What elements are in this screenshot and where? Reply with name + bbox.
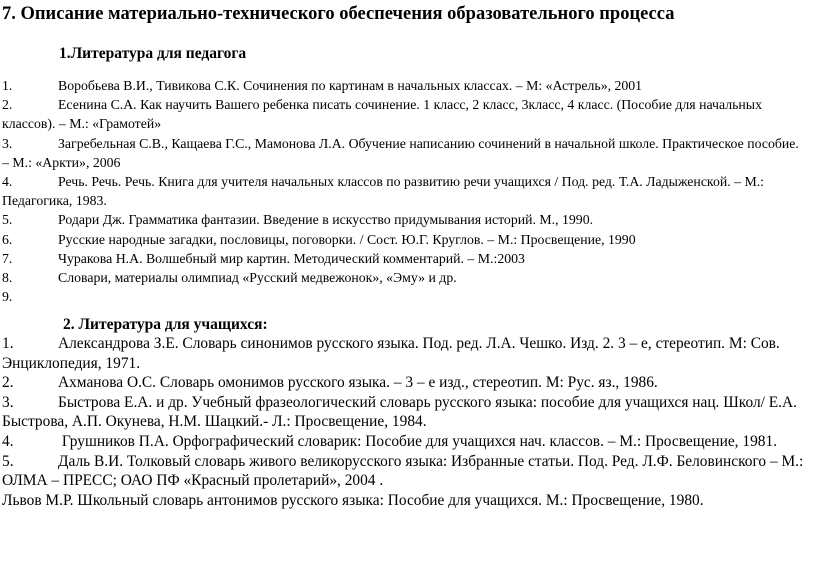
item-text: Грушников П.А. Орфографический словарик: Пособие для учащихся нач. классов. – М.: Просвещение, 1981. [58, 432, 778, 450]
item-text: Словари, материалы олимпиад «Русский медвежонок», «Эму» и др. [58, 270, 457, 286]
item-text: Родари Дж. Грамматика фантазии. Введение в искусство придумывания историй. М., 1990. [58, 212, 594, 228]
item-number: 4. [2, 432, 14, 450]
item-text: Воробьева В.И., Тивикова С.К. Сочинения по картинам в начальных классах. – М: «Астрель», 2001 [58, 78, 643, 93]
item-number: 5. [2, 452, 14, 470]
item-text: Даль В.И. Толковый словарь живого великорусского языка: Избранные статьи. Под. Ред. Л.Ф. Беловинского – М.: ОЛМА – ПРЕСС; ОАО ПФ «Красный пролетарий», 2004 . [2, 452, 804, 490]
list-item [2, 76, 808, 95]
list-item [2, 249, 808, 268]
item-number: 5. [2, 212, 13, 228]
page-title: 7. Описание материально-технического обеспечения образовательного процесса [2, 4, 675, 24]
list-item [2, 452, 808, 491]
item-text: Речь. Речь. Речь. Книга для учителя начальных классов по развитию речи учащихся / Под. ред. Т.А. Ладыженской. – М.: Педагогика, 1983. [2, 174, 765, 209]
item-text: Александрова З.Е. Словарь синонимов русского языка. Под. ред. Л.А. Чешко. Изд. 2. 3 – е, стереотип. М: Сов. Энциклопедия, 1971. [2, 335, 780, 372]
list-item [2, 95, 808, 133]
item-text: Чуракова Н.А. Волшебный мир картин. Методический комментарий. – М.:2003 [58, 250, 525, 266]
section-title-student-literature: 2. Литература для учащихся: [63, 316, 268, 333]
list-item [2, 172, 808, 210]
list-item [2, 134, 808, 172]
item-text: Ахманова О.С. Словарь омонимов русского языка. – 3 – е изд., стереотип. М: Рус. яз., 1986. [58, 374, 658, 392]
list-item [2, 373, 808, 393]
item-number: 1. [2, 78, 13, 93]
list-item [2, 287, 808, 306]
list-item [2, 230, 808, 249]
item-number: 2. [2, 97, 13, 113]
item-number: 3. [2, 135, 13, 151]
list-item-extra: Львов М.Р. Школьный словарь антонимов русского языка: Пособие для учащихся. М.: Просвещение, 1980. [2, 491, 704, 509]
item-number: 9. [2, 289, 13, 305]
item-number: 2. [2, 374, 14, 392]
list-item [2, 432, 808, 452]
item-text: Быстрова Е.А. и др. Учебный фразеологический словарь русского языка: пособие для учащихся нац. Школ/ Е.А. Быстрова, А.П. Окунева, Н.М. Шацкий.- Л.: Просвещение, 1984. [2, 393, 797, 431]
section-title-teacher-literature: 1.Литература для педагога [59, 45, 247, 62]
item-text: Загребельная С.В., Кащаева Г.С., Мамонова Л.А. Обучение написанию сочинений в начальной школе. Практическое пособие. – М.: «Аркти», 2006 [2, 135, 799, 170]
list-item [2, 268, 808, 287]
item-number: 8. [2, 270, 13, 286]
teacher-literature-list [2, 76, 808, 306]
list-item [2, 210, 808, 229]
student-literature-list [2, 334, 808, 510]
item-text: Есенина С.А. Как научить Вашего ребенка писать сочинение. 1 класс, 2 класс, 3класс, 4 класс. (Пособие для начальных классов). – М.: «Грамотей» [2, 97, 762, 132]
item-text: Русские народные загадки, пословицы, поговорки. / Сост. Ю.Г. Круглов. – М.: Просвещение, 1990 [58, 231, 636, 247]
item-number: 3. [2, 393, 14, 411]
item-number: 7. [2, 250, 13, 266]
list-item [2, 334, 808, 373]
item-number: 4. [2, 174, 13, 190]
list-item [2, 393, 808, 432]
item-number: 1. [2, 335, 14, 352]
item-number: 6. [2, 231, 13, 247]
